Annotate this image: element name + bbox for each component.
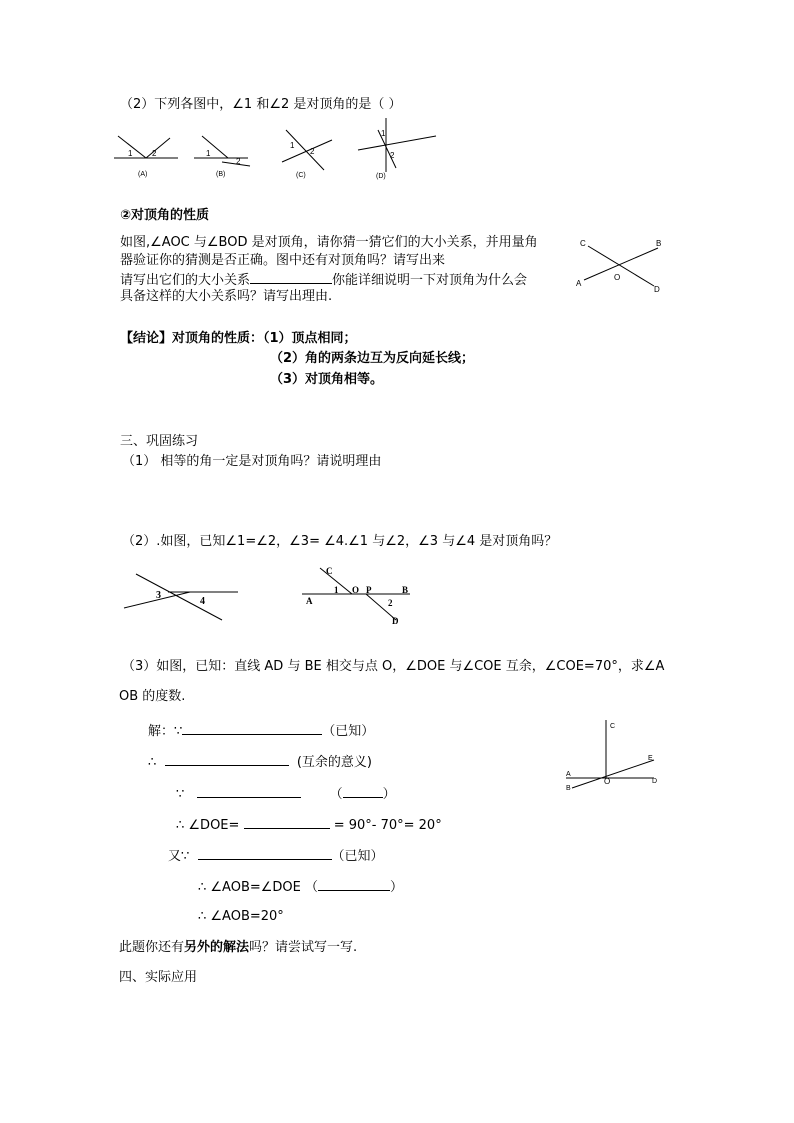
label-a: A — [576, 279, 582, 288]
transversal-line — [136, 574, 222, 620]
solution-step-6 — [198, 877, 403, 897]
label-e: E — [648, 755, 653, 762]
solution-step-1 — [148, 721, 374, 741]
property-para-line-3-b: 你能详细说明一下对顶角为什么会 — [332, 273, 528, 288]
label-1: 1 — [334, 585, 339, 595]
line-cd — [588, 246, 654, 286]
practice-q3-line-1: （3）如图，已知：直线 AD 与 BE 相交与点 O，∠DOE 与∠COE 互余，∠COE=70°，求∠A — [122, 659, 665, 674]
practice-q2: （2）.如图，已知∠1=∠2，∠3= ∠4.∠1 与∠2，∠3 与∠4 是对顶角吗？ — [122, 534, 558, 549]
property-heading: ②对顶角的性质 — [120, 208, 210, 223]
figure-b-label-2: 2 — [236, 157, 241, 166]
figure-d-caption: (D) — [376, 173, 386, 180]
figure-d-diagram — [356, 114, 440, 184]
angles-1-2-figure — [300, 562, 418, 628]
line-ab — [584, 248, 658, 280]
vertical-angles-figure — [574, 234, 674, 294]
figure-b-label-1: 1 — [206, 149, 211, 158]
figure-c-diagram — [276, 128, 340, 184]
label-c: C — [326, 566, 333, 576]
solution-step-5 — [168, 846, 384, 866]
label-d: D — [392, 616, 399, 626]
solution-reason-blank-6[interactable] — [318, 877, 390, 891]
label-b: B — [566, 785, 571, 792]
angle-4-label: 4 — [200, 596, 205, 607]
other-method-a: 此题你还有 — [119, 940, 185, 955]
practice-q3-line-2: OB 的度数. — [119, 689, 186, 704]
solution-step-1-prefix: 解：∵ — [148, 724, 183, 739]
label-a: A — [566, 771, 571, 778]
solution-step-2-prefix: ∴ — [148, 755, 157, 770]
line-ad-be-figure — [560, 716, 666, 796]
solution-blank-3[interactable] — [197, 784, 301, 798]
solution-step-3-open: （ — [329, 787, 343, 802]
solution-step-2 — [148, 752, 372, 772]
property-para-line-3 — [120, 270, 527, 290]
solution-step-2-suffix: (互余的意义) — [296, 755, 372, 770]
solution-step-3 — [176, 784, 396, 804]
label-o: O — [614, 273, 621, 282]
label-c: C — [580, 239, 586, 248]
practice-q1: （1） 相等的角一定是对顶角吗？请说明理由 — [122, 454, 382, 469]
solution-step-7: ∴ ∠AOB=20° — [198, 909, 284, 924]
label-c: C — [610, 723, 616, 730]
angles-3-4-figure — [120, 566, 244, 626]
solution-blank-5[interactable] — [198, 846, 332, 860]
solution-step-4-prefix: ∴ ∠DOE= — [176, 818, 240, 833]
relationship-blank[interactable] — [250, 270, 332, 284]
label-b: B — [656, 239, 662, 248]
property-para-line-1: 如图,∠AOC 与∠BOD 是对顶角，请你猜一猜它们的大小关系，并用量角 — [120, 235, 538, 250]
conclusion-line-2: （2）角的两条边互为反向延长线； — [270, 351, 475, 366]
solution-blank-1[interactable] — [182, 721, 322, 735]
property-para-line-2: 器验证你的猜测是否正确。图中还有对顶角吗？请写出来 — [120, 253, 446, 268]
property-para-line-4: 具备这样的大小关系吗？请写出理由. — [120, 289, 333, 304]
solution-step-5-suffix: （已知） — [331, 849, 384, 864]
practice-heading: 三、巩固练习 — [120, 434, 199, 449]
label-p: P — [366, 585, 372, 595]
figure-d-label-2: 2 — [390, 151, 395, 160]
conclusion-line-3: （3）对顶角相等。 — [270, 372, 384, 387]
solution-step-1-suffix: （已知） — [322, 724, 375, 739]
conclusion-line-1: 【结论】对顶角的性质：（1）顶点相同； — [120, 331, 357, 346]
solution-step-6-prefix: ∴ ∠AOB=∠DOE （ — [198, 880, 319, 895]
solution-step-3-close: ） — [382, 787, 396, 802]
figure-a-ray-right — [146, 138, 170, 158]
solution-step-3-prefix: ∵ — [176, 787, 185, 802]
figure-c-label-2: 2 — [310, 147, 315, 156]
solution-blank-4[interactable] — [244, 815, 330, 829]
q2-choice-text: （2）下列各图中，∠1 和∠2 是对顶角的是（ ） — [120, 97, 402, 112]
label-d: D — [652, 778, 658, 785]
property-para-line-3-a: 请写出它们的大小关系 — [120, 273, 251, 288]
other-method-c: 吗？请尝试写一写. — [249, 940, 358, 955]
figure-d-slant-line — [358, 136, 436, 150]
solution-step-6-suffix: ） — [390, 880, 404, 895]
figure-a-diagram — [112, 132, 182, 182]
figure-c-caption: (C) — [296, 172, 306, 179]
label-o: O — [352, 585, 360, 595]
figure-c-label-1: 1 — [290, 141, 295, 150]
figure-a-caption: (A) — [138, 171, 148, 178]
solution-blank-2[interactable] — [165, 752, 289, 766]
application-heading: 四、实际应用 — [119, 970, 198, 985]
label-d: D — [654, 285, 660, 294]
label-a: A — [306, 596, 313, 606]
figure-d-label-1: 1 — [381, 129, 386, 138]
figure-c-line-1 — [286, 130, 324, 170]
figure-b-diagram — [192, 132, 262, 182]
angle-3-label: 3 — [156, 590, 161, 601]
other-method-b: 另外的解法 — [184, 940, 250, 955]
figure-a-label-2: 2 — [152, 149, 157, 158]
figure-b-caption: (B) — [216, 171, 226, 178]
solution-step-5-prefix: 又∵ — [168, 849, 190, 864]
label-o: O — [604, 777, 611, 786]
solution-step-4-suffix: = 90°- 70°= 20° — [333, 818, 442, 833]
solution-step-4 — [176, 815, 442, 835]
other-method-line — [119, 939, 357, 957]
label-b: B — [402, 585, 409, 595]
label-2: 2 — [388, 598, 393, 608]
figure-a-label-1: 1 — [128, 149, 133, 158]
line-be — [572, 760, 654, 788]
solution-reason-blank-3[interactable] — [343, 784, 383, 798]
